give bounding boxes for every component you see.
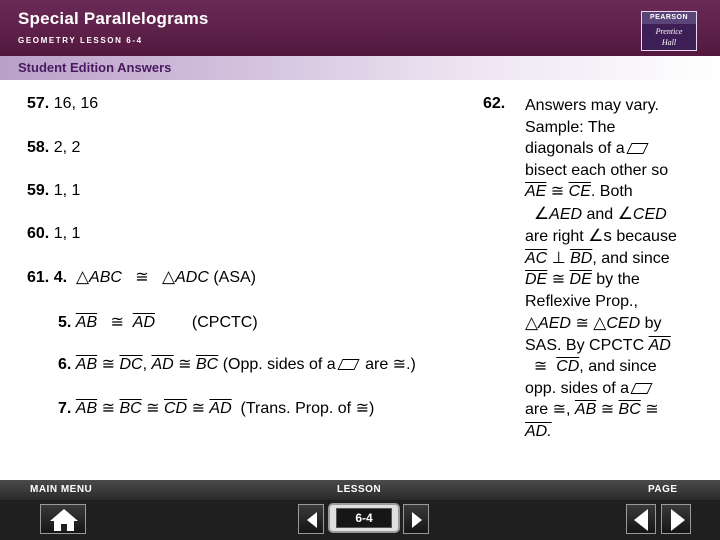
congruent-symbol: ≅ — [550, 183, 565, 200]
text-segment: are right — [525, 228, 584, 245]
perpendicular-symbol: ⊥ — [551, 249, 566, 267]
answer-number: 59. — [27, 182, 50, 199]
answer-text: 2, 2 — [53, 139, 81, 156]
congruent-symbol: ≅ — [551, 271, 566, 288]
congruent-symbol: ≅ — [552, 401, 566, 418]
segment-ae: $\overline{AE}$ — [525, 183, 547, 200]
text-segment: SAS. By CPCTC — [525, 336, 645, 354]
answer-62-text — [525, 95, 715, 442]
reason-text: ) — [368, 400, 375, 417]
triangle-abc: ABC — [89, 269, 122, 286]
title-band — [0, 0, 720, 56]
angle-aed: AED — [549, 205, 583, 223]
answer-62-line — [525, 356, 715, 378]
text-segment: and — [586, 205, 614, 223]
logo-top-text: PEARSON — [642, 12, 696, 24]
parallelogram-icon — [337, 359, 359, 370]
answer-62-line — [525, 248, 715, 270]
page-label: PAGE — [648, 484, 678, 495]
answer-61-step-4 — [27, 267, 256, 287]
step-number: 4. — [53, 269, 68, 286]
congruent-symbol: ≅ — [533, 358, 548, 375]
logo-word-1: Prentice — [655, 27, 683, 36]
lesson-label: LESSON — [337, 484, 382, 495]
congruent-symbol: ≅ — [645, 401, 659, 418]
lesson-number-display[interactable] — [328, 503, 400, 533]
answer-61-step-6: 6. $\overline{AB}$ ≅ $\overline{DC}$, $\overline{AD}$ ≅ $\overline{BC}$ (Opp. sides of a are ≅.) — [58, 356, 416, 373]
answer-60 — [27, 225, 80, 243]
triangle-symbol: △ — [162, 267, 176, 286]
footer-label-strip — [0, 480, 720, 500]
segment-de: $\overline{DE}$ — [525, 271, 548, 288]
congruent-symbol: ≅ — [178, 356, 192, 373]
parallelogram-icon — [631, 383, 653, 394]
segment-ab: $\overline{AB}$ — [75, 400, 98, 417]
forward-lesson-icon — [404, 505, 430, 535]
publisher-logo — [641, 11, 697, 51]
answer-62-line: Reflexive Prop., — [525, 292, 638, 310]
text-segment: , and since — [592, 249, 670, 267]
section-label: Student Edition Answers — [18, 60, 172, 75]
previous-lesson-button[interactable] — [298, 504, 324, 534]
answer-61-step-5 — [58, 312, 258, 332]
reason-text: .) — [406, 356, 416, 373]
answer-57 — [27, 95, 98, 113]
next-page-icon — [662, 505, 692, 535]
answer-62-line — [525, 181, 715, 203]
answer-59 — [27, 182, 80, 200]
congruent-symbol: ≅ — [110, 314, 124, 331]
answer-58 — [27, 139, 80, 157]
reason-text: are — [365, 356, 389, 373]
main-menu-label: MAIN MENU — [30, 484, 93, 495]
answer-62-line — [525, 225, 715, 248]
back-lesson-icon — [299, 505, 325, 535]
next-page-button[interactable] — [661, 504, 691, 534]
segment-ab: $\overline{AB}$ — [75, 314, 98, 331]
answer-62-number — [483, 95, 505, 113]
answer-62-line — [525, 399, 715, 421]
congruent-symbol: ≅ — [101, 356, 115, 373]
segment-ad: $\overline{AD}$ — [132, 314, 156, 331]
page-subtitle: GEOMETRY LESSON 6-4 — [18, 36, 143, 45]
section-band — [0, 56, 720, 80]
segment-de: $\overline{DE}$ — [569, 271, 592, 288]
text-segment: diagonals of a — [525, 140, 625, 157]
answer-62-line — [525, 335, 715, 357]
text-segment: by the — [596, 271, 640, 288]
answer-62-line — [525, 269, 715, 291]
congruent-symbol: ≅ — [575, 315, 589, 332]
step-number: 5. — [58, 314, 72, 331]
angles-symbol: ∠s — [588, 226, 612, 245]
angle-symbol: ∠ — [533, 203, 550, 223]
next-lesson-button[interactable] — [403, 504, 429, 534]
segment-bd: $\overline{BD}$ — [570, 249, 593, 267]
angle-ced: CED — [632, 205, 667, 223]
segment-ad: $\overline{AD}$ — [209, 400, 232, 417]
segment-ad: $\overline{AD}$ — [648, 336, 671, 354]
answer-62-line — [525, 312, 715, 335]
step-number: 6. — [58, 356, 72, 373]
answer-number: 60. — [27, 225, 50, 242]
segment-bc: $\overline{BC}$ — [618, 401, 641, 418]
prev-page-icon — [627, 505, 657, 535]
segment-dc: $\overline{DC}$ — [119, 356, 143, 373]
answer-number: 62. — [483, 95, 506, 112]
segment-cd: $\overline{CD}$ — [164, 400, 188, 417]
answer-62-line: Sample: The — [525, 118, 616, 136]
reason-text: (Opp. sides of a — [222, 356, 336, 373]
triangle-aed: AED — [538, 315, 571, 332]
answer-62-line: Answers may vary. — [525, 97, 659, 114]
footer-nav — [0, 480, 720, 540]
triangle-adc: ADC — [175, 269, 209, 286]
answer-62-line — [525, 203, 715, 226]
congruent-symbol: ≅ — [392, 356, 407, 373]
congruent-symbol: ≅ — [600, 401, 615, 418]
previous-page-button[interactable] — [626, 504, 656, 534]
text-segment: , and since — [579, 358, 657, 375]
main-menu-button[interactable] — [40, 504, 86, 534]
answer-61-step-7 — [58, 398, 374, 418]
parallelogram-icon — [626, 143, 648, 154]
triangle-symbol: △ — [525, 313, 539, 332]
answer-text: 1, 1 — [53, 225, 81, 242]
segment-cd: $\overline{CD}$ — [556, 358, 580, 375]
triangle-symbol: △ — [75, 267, 90, 286]
segment-ab: $\overline{AB}$ — [574, 401, 597, 418]
logo-bottom-text — [642, 26, 696, 48]
answer-text: 1, 1 — [53, 182, 81, 199]
answer-text: 16, 16 — [53, 95, 99, 112]
header — [0, 0, 720, 82]
congruent-symbol: ≅ — [135, 269, 149, 286]
page-title: Special Parallelograms — [18, 9, 209, 28]
answer-number: 61. — [27, 269, 50, 286]
text-segment: . Both — [590, 183, 633, 200]
segment-bc: $\overline{BC}$ — [119, 400, 142, 417]
reason-text: (ASA) — [213, 269, 256, 286]
answer-62-line: bisect each other so — [525, 161, 669, 179]
logo-word-2: Hall — [661, 38, 677, 47]
lesson-number: 6-4 — [336, 508, 392, 528]
answer-number: 57. — [27, 95, 50, 112]
congruent-symbol: ≅ — [146, 400, 160, 417]
segment-ac: $\overline{AC}$ — [525, 249, 548, 267]
congruent-symbol: ≅ — [101, 400, 115, 417]
segment-ce: $\overline{CE}$ — [568, 183, 591, 200]
answer-number: 58. — [27, 139, 50, 156]
text-segment: , — [565, 401, 571, 418]
segment-ad: $\overline{AD}$ — [151, 356, 174, 373]
text-segment: are — [525, 401, 549, 418]
congruent-symbol: ≅ — [191, 400, 205, 417]
text-segment: because — [616, 228, 677, 245]
reason-text: (Trans. Prop. of — [240, 400, 352, 417]
answer-62-line — [525, 138, 715, 160]
segment-ad: AD. — [525, 422, 552, 440]
triangle-ced: CED — [606, 315, 641, 332]
angle-symbol: ∠ — [617, 203, 633, 223]
home-icon — [41, 505, 87, 535]
text-segment: opp. sides of a — [525, 379, 630, 397]
reason-text: (CPCTC) — [191, 314, 258, 331]
text-segment: by — [644, 315, 662, 332]
segment-bc: $\overline{BC}$ — [196, 356, 219, 373]
triangle-symbol: △ — [593, 313, 607, 332]
step-number: 7. — [58, 400, 72, 417]
segment-ab: $\overline{AB}$ — [75, 356, 98, 373]
answer-62-line — [525, 378, 715, 400]
congruent-symbol: ≅ — [355, 400, 369, 417]
